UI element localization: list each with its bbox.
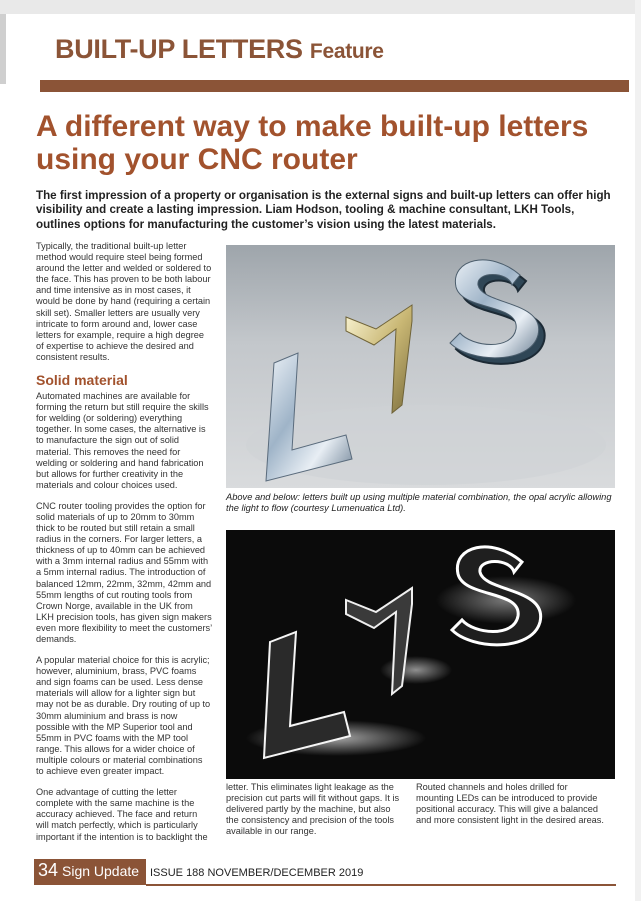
folio <box>34 859 146 885</box>
subheading: Solid material <box>36 372 128 389</box>
section-title-sub: Feature <box>309 40 384 63</box>
body-paragraph: CNC router tooling provides the option for solid materials of up to 20mm to 30mm thick to be routed but still retain a small radius in the corners. For larger letters, a thickness of up to 40mm can be achieved with a 3mm internal radius and 55mm with a 5mm internal radius. The introduction of balanced 12mm, 22mm, 32mm, 42mm and 55mm lengths of cut routing tools from Crown Norge, available in the UK from LKH precision tools, has given sign makers even more flexibility to meet the customers’ demands. <box>36 500 212 644</box>
column-2 <box>226 782 404 847</box>
column-1 <box>36 241 212 853</box>
body-paragraph: One advantage of cutting the letter complete with the same machine is the accuracy achieved. The face and return will match perfectly, which is particularly important if the intention is to backlight the <box>36 787 208 842</box>
article-title: A different way to make built-up letters using your CNC router <box>36 110 589 176</box>
header-rule <box>40 80 629 92</box>
footer-rule <box>146 884 616 886</box>
body-paragraph: Typically, the traditional built-up letter method would require steel being formed around the letter and welded or soldered to the face. This has proven to be both labour and time intensive as in most cases, it would be done by hand (requiring a certain skill set). Smaller letters are usually very intricate to form around and, lower case letters for example, require a high degree of expertise to achieve the desired and consistent results. <box>36 241 212 362</box>
column-3 <box>416 782 606 836</box>
section-title-main: BUILT-UP LETTERS <box>55 34 303 64</box>
photo-illustration <box>226 245 615 488</box>
body-paragraph: Automated machines are available for forming the return but still require the skills for welding (or soldering) everything together. In some cases, the alternative is to manufacture the sign out of solid material. This removes the need for welding or soldering and hand fabrication but allows for further creativity in the materials and colour choices used. <box>36 391 209 490</box>
photo-caption: Above and below: letters built up using multiple material combination, the opal acrylic allowing the light to flow (courtesy Lumenuatica Ltd). <box>226 492 612 514</box>
photo-letters-illuminated <box>226 530 615 779</box>
section-title <box>55 34 384 65</box>
standfirst: The first impression of a property or organisation is the external signs and built-up letters can offer high visibility and create a lasting impression. Liam Hodson, tooling & machine consultant, LKH Tools, outlines options for manufacturing the customer’s vision using the latest materials. <box>36 189 611 231</box>
top-bar <box>0 0 641 14</box>
photo-letters-daylight <box>226 245 615 488</box>
photo-illustration <box>226 530 615 779</box>
page-edge <box>635 0 641 901</box>
issue-info: ISSUE 188 NOVEMBER/DECEMBER 2019 <box>150 867 364 879</box>
body-paragraph: Routed channels and holes drilled for mounting LEDs can be introduced to provide positional accuracy. This will give a balanced and more consistent light in the desired areas. <box>416 782 604 826</box>
body-paragraph: letter. This eliminates light leakage as the precision cut parts will fit without gaps. It is delivered partly by the machine, but also the consistency and precision of the tools available in our range. <box>226 782 400 837</box>
body-paragraph: A popular material choice for this is acrylic; however, aluminium, brass, PVC foams and sign foams can be used. Less dense materials will allow for a lighter sign but may not be as durable. Dry routing of up to 30mm aluminium and brass is now possible with the MP Superior tool and 55mm in PVC foams with the MP tool range. This allows for a wider choice of multiple colours or material combinations to achieve even greater impact. <box>36 655 211 777</box>
page-number: 34 <box>38 860 59 880</box>
magazine-name: Sign Update <box>62 863 140 879</box>
